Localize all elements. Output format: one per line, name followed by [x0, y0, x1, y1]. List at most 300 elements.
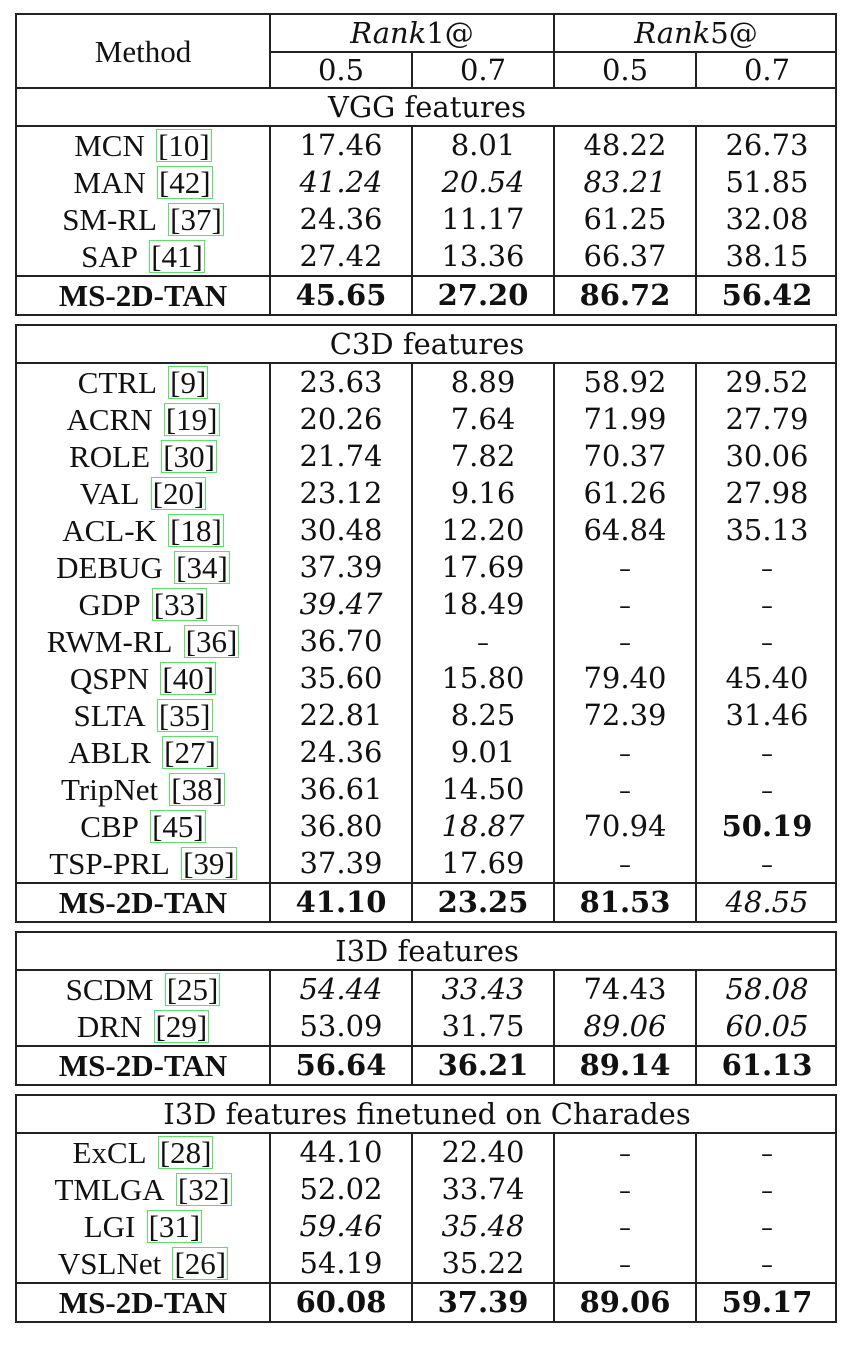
value-cell [270, 970, 412, 1008]
citation-link[interactable]: [45] [152, 809, 204, 844]
value-cell [696, 363, 837, 401]
value-cell [412, 697, 554, 734]
value-cell [554, 734, 696, 771]
method-cell [17, 401, 270, 438]
value-cell [554, 126, 696, 164]
method-cell [17, 201, 270, 238]
value-text: 27.79 [725, 402, 809, 436]
value-cell [270, 1008, 412, 1046]
citation-link[interactable]: [35] [158, 698, 211, 733]
value-cell [270, 363, 412, 401]
value-text: 45.40 [725, 661, 809, 695]
table-row [17, 771, 837, 808]
citation-link[interactable]: [34] [176, 550, 228, 585]
value-cell [412, 475, 554, 512]
value-text: 22.81 [299, 698, 383, 732]
value-text: 33.74 [441, 1172, 525, 1206]
value-cell [554, 1171, 696, 1208]
value-text: 14.50 [441, 772, 525, 806]
value-cell [696, 1208, 837, 1245]
method-cell [17, 512, 270, 549]
table-row-ours [17, 276, 837, 314]
value-text: 37.39 [299, 846, 383, 880]
value-cell [412, 660, 554, 697]
value-cell [270, 1046, 412, 1084]
method-cell [17, 276, 270, 314]
value-text: 64.84 [583, 513, 667, 547]
value-text: – [761, 1251, 773, 1279]
value-text: 48.55 [725, 885, 809, 919]
value-text: 18.49 [441, 587, 525, 621]
value-text: 17.69 [441, 846, 525, 880]
method-cell [17, 1208, 270, 1245]
method-name: SAP [81, 239, 138, 274]
value-text: 29.52 [725, 365, 809, 399]
citation-link[interactable]: [26] [174, 1246, 227, 1281]
value-text: – [761, 740, 773, 768]
method-name: ROLE [69, 439, 151, 474]
method-name: RWM-RL [46, 624, 173, 659]
value-text: 72.39 [583, 698, 667, 732]
table-row [17, 201, 837, 238]
value-cell [412, 276, 554, 314]
value-text: 22.40 [441, 1135, 525, 1169]
citation-link[interactable]: [33] [153, 587, 206, 622]
table-row [17, 734, 837, 771]
citation-link[interactable]: [41] [151, 239, 203, 274]
value-cell [270, 660, 412, 697]
value-cell [696, 201, 837, 238]
value-text: 33.43 [441, 972, 525, 1006]
value-text: 89.06 [579, 1285, 671, 1319]
method-name: QSPN [69, 661, 150, 696]
value-cell [270, 126, 412, 164]
method-cell [17, 475, 270, 512]
method-name: DEBUG [56, 550, 163, 585]
value-cell [696, 1046, 837, 1084]
threshold-header: 0.7 [696, 52, 837, 88]
value-text: 23.63 [299, 365, 383, 399]
value-cell [270, 771, 412, 808]
rank1-header: Rank1@ [270, 15, 554, 52]
value-cell [554, 771, 696, 808]
value-cell [696, 734, 837, 771]
value-text: 35.13 [725, 513, 809, 547]
value-cell [696, 771, 837, 808]
value-cell [554, 401, 696, 438]
method-name: SM-RL [62, 202, 157, 237]
table-row [17, 623, 837, 660]
value-cell [554, 512, 696, 549]
value-cell [412, 883, 554, 921]
value-text: – [761, 1214, 773, 1242]
value-cell [270, 276, 412, 314]
value-cell [412, 1208, 554, 1245]
value-cell [270, 201, 412, 238]
value-cell [412, 1008, 554, 1046]
value-text: 20.26 [299, 402, 383, 436]
table-row [17, 808, 837, 845]
value-cell [696, 660, 837, 697]
value-cell [554, 808, 696, 845]
method-name: MS-2D-TAN [58, 1048, 228, 1083]
value-text: 31.46 [725, 698, 809, 732]
value-cell [554, 276, 696, 314]
value-cell [270, 401, 412, 438]
citation-link[interactable]: [40] [162, 661, 215, 696]
method-cell [17, 771, 270, 808]
citation-link[interactable]: [32] [177, 1172, 230, 1207]
value-text: 56.64 [295, 1048, 387, 1082]
value-cell [412, 845, 554, 883]
table-row [17, 697, 837, 734]
value-text: 8.25 [450, 698, 516, 732]
value-text: – [761, 555, 773, 583]
value-text: 52.02 [299, 1172, 383, 1206]
value-cell [554, 1245, 696, 1283]
table-row-ours [17, 1283, 837, 1321]
method-cell [17, 845, 270, 883]
value-text: 38.15 [725, 239, 809, 273]
value-text: 51.85 [725, 165, 809, 199]
method-name: DRN [76, 1009, 143, 1044]
citation-link[interactable]: [38] [171, 772, 223, 807]
citation-link[interactable]: [19] [165, 402, 218, 437]
value-cell [412, 1171, 554, 1208]
citation-link[interactable]: [28] [159, 1135, 212, 1170]
table-row [17, 549, 837, 586]
method-name: GDP [78, 587, 141, 622]
value-text: 41.24 [299, 165, 383, 199]
value-cell [412, 1245, 554, 1283]
citation-link[interactable]: [36] [185, 624, 238, 659]
value-text: 48.22 [583, 128, 667, 162]
value-text: 17.46 [299, 128, 383, 162]
value-cell [270, 808, 412, 845]
value-text: 36.80 [299, 809, 383, 843]
threshold-header: 0.5 [554, 52, 696, 88]
citation-link[interactable]: [29] [155, 1009, 208, 1044]
table-block-i3d-charades [15, 1094, 837, 1323]
value-text: – [619, 629, 631, 657]
value-text: 12.20 [441, 513, 525, 547]
method-name: ExCL [72, 1135, 147, 1170]
value-cell [412, 201, 554, 238]
value-cell [696, 401, 837, 438]
value-text: 37.39 [437, 1285, 529, 1319]
value-cell [554, 1133, 696, 1171]
value-cell [270, 845, 412, 883]
value-cell [270, 1171, 412, 1208]
value-cell [412, 1283, 554, 1321]
method-name: TripNet [61, 772, 159, 807]
table-row [17, 126, 837, 164]
value-cell [270, 164, 412, 201]
value-cell [270, 438, 412, 475]
value-text: 35.48 [441, 1209, 525, 1243]
value-text: – [761, 629, 773, 657]
threshold-header: 0.7 [412, 52, 554, 88]
value-text: 24.36 [299, 735, 383, 769]
value-cell [412, 771, 554, 808]
method-name: ACL-K [62, 513, 157, 548]
value-cell [554, 845, 696, 883]
value-cell [696, 549, 837, 586]
value-text: 71.99 [583, 402, 667, 436]
value-cell [412, 970, 554, 1008]
method-cell [17, 1133, 270, 1171]
table-row [17, 1008, 837, 1046]
value-text: 30.48 [299, 513, 383, 547]
value-cell [412, 623, 554, 660]
value-text: – [619, 1177, 631, 1205]
value-cell [696, 238, 837, 276]
value-text: – [619, 592, 631, 620]
value-cell [270, 512, 412, 549]
table-block-c3d [15, 324, 837, 923]
value-cell [554, 1283, 696, 1321]
value-text: 41.10 [295, 885, 387, 919]
citation-link[interactable]: [20] [152, 476, 205, 511]
section-title: VGG features [17, 88, 837, 126]
value-text: 61.25 [583, 202, 667, 236]
value-text: 23.25 [437, 885, 529, 919]
method-cell [17, 586, 270, 623]
citation-link[interactable]: [18] [170, 513, 222, 548]
table-block-i3d [15, 931, 837, 1086]
method-name: SCDM [65, 972, 154, 1007]
table-row [17, 845, 837, 883]
value-text: 8.89 [450, 365, 516, 399]
method-name: VAL [79, 476, 140, 511]
value-text: – [761, 851, 773, 879]
value-text: – [619, 777, 631, 805]
value-cell [554, 1046, 696, 1084]
value-text: 7.82 [450, 439, 516, 473]
table-row-ours [17, 883, 837, 921]
value-cell [696, 438, 837, 475]
value-cell [696, 970, 837, 1008]
value-cell [412, 126, 554, 164]
citation-link[interactable]: [37] [170, 202, 222, 237]
value-text: 32.08 [725, 202, 809, 236]
value-text: 23.12 [299, 476, 383, 510]
method-name: LGI [83, 1209, 136, 1244]
method-name: MCN [74, 128, 145, 163]
table-row [17, 475, 837, 512]
value-cell [270, 697, 412, 734]
value-text: 36.61 [299, 772, 383, 806]
value-cell [554, 660, 696, 697]
value-cell [412, 808, 554, 845]
method-name: MAN [73, 165, 146, 200]
value-text: 21.74 [299, 439, 383, 473]
value-cell [554, 201, 696, 238]
value-text: 39.47 [299, 587, 383, 621]
method-cell [17, 970, 270, 1008]
table-row [17, 512, 837, 549]
citation-link[interactable]: [27] [164, 735, 216, 770]
table-row [17, 438, 837, 475]
value-text: 70.94 [583, 809, 667, 843]
value-cell [696, 808, 837, 845]
value-text: 13.36 [441, 239, 525, 273]
value-text: 61.13 [721, 1048, 813, 1082]
value-text: 27.98 [725, 476, 809, 510]
value-cell [412, 238, 554, 276]
value-text: 18.87 [441, 809, 525, 843]
method-cell [17, 438, 270, 475]
table-row [17, 401, 837, 438]
citation-link[interactable]: [9] [170, 365, 207, 400]
value-text: 56.42 [721, 278, 813, 312]
value-text: 36.21 [437, 1048, 529, 1082]
value-cell [696, 586, 837, 623]
value-text: 81.53 [579, 885, 671, 919]
value-cell [412, 1046, 554, 1084]
value-text: 30.06 [725, 439, 809, 473]
value-cell [554, 238, 696, 276]
citation-link[interactable]: [10] [158, 128, 210, 163]
citation-link[interactable]: [30] [163, 439, 215, 474]
value-text: 60.05 [725, 1009, 809, 1043]
table-block-vgg [15, 13, 837, 316]
value-cell [696, 512, 837, 549]
value-text: 89.06 [583, 1009, 667, 1043]
value-cell [412, 734, 554, 771]
method-cell [17, 623, 270, 660]
value-cell [554, 970, 696, 1008]
value-text: 20.54 [441, 165, 525, 199]
table-row [17, 1245, 837, 1283]
value-text: 24.36 [299, 202, 383, 236]
value-cell [696, 1283, 837, 1321]
value-cell [696, 1008, 837, 1046]
method-name: TMLGA [54, 1172, 165, 1207]
value-cell [696, 883, 837, 921]
value-text: 79.40 [583, 661, 667, 695]
method-cell [17, 549, 270, 586]
value-cell [270, 1133, 412, 1171]
value-text: 54.44 [299, 972, 383, 1006]
section-title: C3D features [329, 326, 525, 361]
method-cell [17, 164, 270, 201]
value-text: 9.01 [450, 735, 516, 769]
value-text: 44.10 [299, 1135, 383, 1169]
value-text: 11.17 [441, 202, 525, 236]
value-text: 70.37 [583, 439, 667, 473]
value-cell [412, 401, 554, 438]
value-cell [412, 586, 554, 623]
method-name: CBP [80, 809, 139, 844]
value-cell [696, 1171, 837, 1208]
value-cell [554, 438, 696, 475]
value-cell [554, 623, 696, 660]
value-cell [696, 1133, 837, 1171]
value-cell [270, 883, 412, 921]
method-name: VSLNet [57, 1246, 162, 1281]
threshold-header: 0.5 [270, 52, 412, 88]
method-cell [17, 363, 270, 401]
table-row-ours [17, 1046, 837, 1084]
value-text: – [619, 555, 631, 583]
value-text: 50.19 [721, 809, 813, 843]
value-text: 59.46 [299, 1209, 383, 1243]
value-cell [554, 883, 696, 921]
value-cell [696, 697, 837, 734]
value-text: 45.65 [295, 278, 387, 312]
value-text: 9.16 [450, 476, 516, 510]
value-cell [270, 1208, 412, 1245]
value-text: 8.01 [450, 128, 516, 162]
table-row [17, 660, 837, 697]
value-text: – [477, 629, 489, 657]
value-cell [554, 586, 696, 623]
value-text: – [761, 1177, 773, 1205]
method-cell [17, 238, 270, 276]
value-cell [412, 1133, 554, 1171]
citation-link[interactable]: [42] [158, 165, 211, 200]
value-text: 31.75 [441, 1009, 525, 1043]
citation-link[interactable]: [25] [166, 972, 219, 1007]
value-cell [696, 623, 837, 660]
results-table [15, 13, 837, 1323]
method-name: CTRL [77, 365, 157, 400]
value-text: 60.08 [295, 1285, 387, 1319]
method-cell [17, 1283, 270, 1321]
table-row [17, 164, 837, 201]
value-cell [412, 363, 554, 401]
rank5-header: Rank5@ [554, 15, 837, 52]
value-cell [554, 363, 696, 401]
method-cell [17, 1008, 270, 1046]
value-cell [270, 734, 412, 771]
method-cell [17, 697, 270, 734]
value-text: 27.42 [299, 239, 383, 273]
method-name: MS-2D-TAN [58, 885, 228, 920]
method-name: ACRN [66, 402, 153, 437]
value-cell [554, 549, 696, 586]
value-cell [412, 512, 554, 549]
value-text: 86.72 [579, 278, 671, 312]
method-name: MS-2D-TAN [58, 278, 228, 313]
value-cell [270, 549, 412, 586]
value-text: – [761, 1140, 773, 1168]
value-text: – [619, 1251, 631, 1279]
value-text: 89.14 [579, 1048, 671, 1082]
value-text: 36.70 [299, 624, 383, 658]
value-text: 35.22 [441, 1246, 525, 1280]
value-cell [696, 1245, 837, 1283]
table-row [17, 586, 837, 623]
value-text: – [619, 851, 631, 879]
method-name: ABLR [68, 735, 151, 770]
value-text: 15.80 [441, 661, 525, 695]
method-name: SLTA [73, 698, 146, 733]
value-text: 74.43 [583, 972, 667, 1006]
value-text: – [761, 592, 773, 620]
citation-link[interactable]: [31] [148, 1209, 201, 1244]
value-text: – [761, 777, 773, 805]
value-cell [696, 845, 837, 883]
value-cell [270, 475, 412, 512]
value-cell [554, 475, 696, 512]
citation-link[interactable]: [39] [183, 846, 235, 881]
section-title: I3D features finetuned on Charades [163, 1096, 691, 1131]
value-text: 37.39 [299, 550, 383, 584]
method-cell [17, 1046, 270, 1084]
value-text: – [619, 740, 631, 768]
